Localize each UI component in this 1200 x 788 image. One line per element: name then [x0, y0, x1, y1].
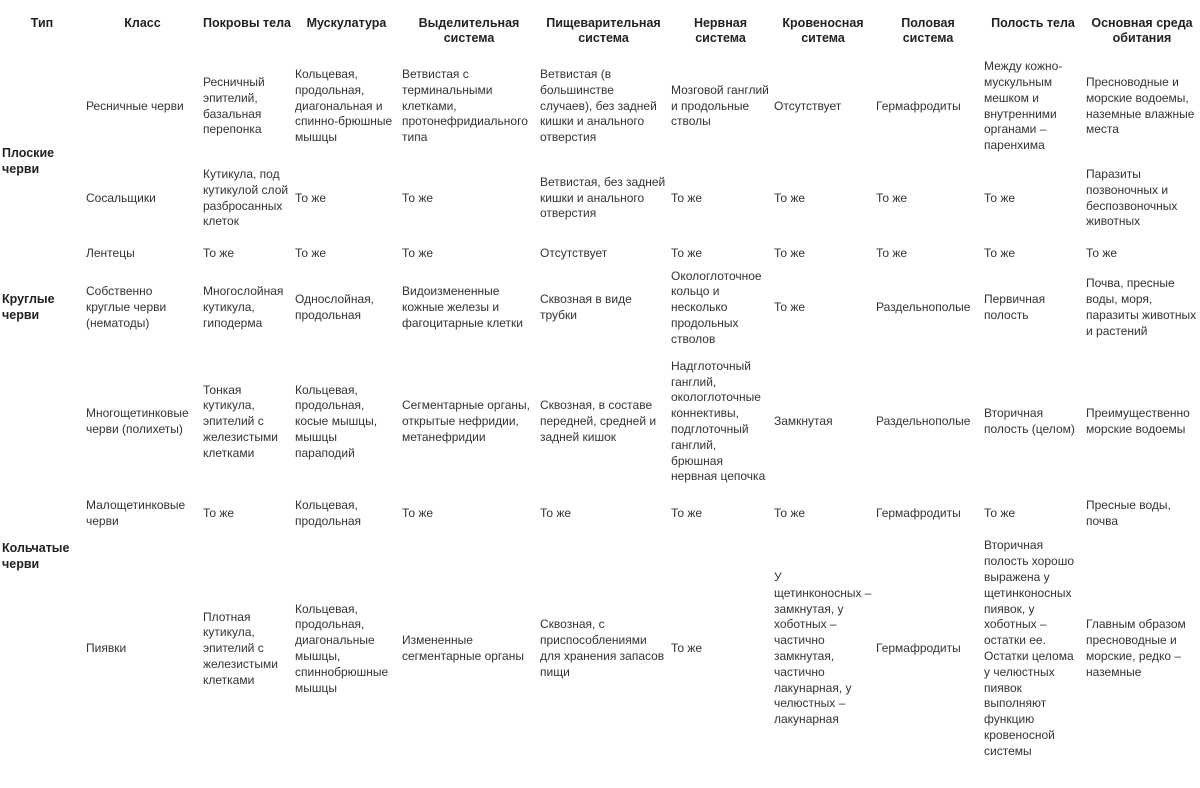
body-covering-cell: Многослойная кутикула, гиподерма	[203, 284, 284, 330]
header-excretory-system: Выделительная система	[418, 16, 520, 45]
musculature-cell: Однослойная, продольная	[295, 292, 375, 322]
reproductive-cell: Раздельнополые	[876, 414, 971, 429]
circulatory-cell: У щетинконосных – замкнутая, у хоботных – частично замкнутая, частично лакунарная, у челюстных – лакунарная	[774, 570, 872, 727]
excretory-cell: То же	[402, 506, 434, 521]
nervous-cell: То же	[671, 641, 703, 656]
table-row	[0, 157, 1200, 240]
class-cell: Многощетинковые черви (полихеты)	[86, 406, 189, 436]
body-cavity-cell: То же	[984, 190, 1016, 205]
habitat-cell: Паразиты позвоночных и беспозвоночных животных	[1086, 166, 1178, 229]
body-cavity-cell: Вторичная полость хорошо выражена у щетинконосных пиявок, у хоботных – остатки ее. Остатки целома у челюстных пиявок выполняют функцию кровеносной системы	[984, 538, 1074, 758]
body-cavity-cell: Между кожно-мускульным мешком и внутренними органами – паренхима	[984, 59, 1063, 153]
habitat-cell: Главным образом пресноводные и морские, редко – наземные	[1086, 617, 1186, 679]
type-cell-annelids: Кольчатые черви	[2, 541, 70, 571]
nervous-cell: То же	[671, 506, 703, 521]
class-cell: Лентецы	[86, 246, 135, 261]
body-covering-cell: Плотная кутикула, эпителий с железистыми клетками	[203, 609, 278, 687]
digestive-cell: Сквозная, с приспособлениями для хранения запасов пищи	[540, 617, 665, 679]
class-cell: Собственно круглые черви (нематоды)	[86, 284, 167, 330]
habitat-cell: Пресные воды, почва	[1086, 498, 1171, 528]
table-row	[0, 240, 1200, 268]
table-row	[0, 532, 1200, 766]
digestive-cell: Отсутствует	[540, 246, 608, 261]
nervous-cell: То же	[671, 246, 703, 261]
digestive-cell: Сквозная, в составе передней, средней и задней кишок	[540, 398, 657, 444]
digestive-cell: Ветвистая (в большинстве случаев), без задней кишки и анального отверстия	[540, 67, 657, 145]
body-cavity-cell: То же	[984, 506, 1016, 521]
body-cavity-cell: Вторичная полость (целом)	[984, 406, 1075, 436]
body-cavity-cell: То же	[984, 246, 1016, 261]
nervous-cell: Надглоточный ганглий, окологлоточные коннективы, подглоточный ганглий, брюшная нервная цепочка	[671, 358, 766, 484]
excretory-cell: Ветвистая с терминальными клетками, протонефридиального типа	[402, 67, 528, 145]
excretory-cell: То же	[402, 246, 434, 261]
circulatory-cell: То же	[774, 300, 806, 315]
reproductive-cell: Гермафродиты	[876, 506, 961, 521]
habitat-cell: Почва, пресные воды, моря, паразиты животных и растений	[1086, 276, 1197, 338]
musculature-cell: То же	[295, 246, 327, 261]
digestive-cell: Ветвистая, без задней кишки и анального отверстия	[540, 174, 666, 221]
reproductive-cell: Раздельнополые	[876, 300, 971, 315]
body-covering-cell: Тонкая кутикула, эпителий с железистыми клетками	[203, 382, 278, 460]
body-covering-cell: Ресничный эпителий, базальная перепонка	[203, 74, 265, 137]
class-cell: Малощетинковые черви	[86, 498, 186, 528]
header-habitat: Основная среда обитания	[1091, 16, 1193, 45]
circulatory-cell: Отсутствует	[774, 98, 842, 113]
digestive-cell: Сквозная в виде трубки	[540, 292, 632, 322]
header-nervous-system: Нервная система	[693, 16, 748, 45]
excretory-cell: Видоизмененные кожные железы и фагоцитарные клетки	[402, 284, 523, 330]
nervous-cell: То же	[671, 190, 703, 205]
habitat-cell: Преимущественно морские водоемы	[1086, 406, 1190, 436]
table-row	[0, 348, 1200, 496]
musculature-cell: То же	[295, 190, 327, 205]
musculature-cell: Кольцевая, продольная, косые мышцы, мышцы параподий	[295, 382, 378, 460]
reproductive-cell: То же	[876, 246, 908, 261]
circulatory-cell: То же	[774, 506, 806, 521]
excretory-cell: Измененные сегментарные органы	[402, 633, 524, 663]
header-circulatory-system: Кровеносная ситема	[782, 16, 864, 45]
circulatory-cell: Замкнутая	[774, 414, 833, 429]
excretory-cell: Сегментарные органы, открытые нефридии, метанефридии	[402, 398, 530, 444]
circulatory-cell: То же	[774, 246, 806, 261]
body-covering-cell: То же	[203, 246, 235, 261]
digestive-cell: То же	[540, 506, 572, 521]
musculature-cell: Кольцевая, продольная, диагональная и спинно-брюшные мышцы	[295, 67, 393, 145]
excretory-cell: То же	[402, 190, 434, 205]
header-body-cavity: Полость тела	[991, 16, 1075, 30]
musculature-cell: Кольцевая, продольная, диагональные мышцы, спиннобрюшные мышцы	[295, 601, 389, 695]
table-header-row	[0, 8, 1200, 56]
musculature-cell: Кольцевая, продольная	[295, 498, 362, 528]
class-cell: Ресничные черви	[86, 98, 184, 113]
reproductive-cell: Гермафродиты	[876, 98, 961, 113]
class-cell: Сосальщики	[86, 190, 156, 205]
header-musculature: Мускулатура	[306, 16, 387, 30]
table-row	[0, 56, 1200, 157]
table-row	[0, 268, 1200, 348]
body-covering-cell: То же	[203, 506, 235, 521]
worms-comparison-table	[0, 8, 1200, 766]
nervous-cell: Окологлоточное кольцо и несколько продольных стволов	[671, 268, 762, 346]
class-cell: Пиявки	[86, 641, 127, 656]
table-row	[0, 496, 1200, 532]
header-reproductive-system: Половая система	[901, 16, 955, 45]
reproductive-cell: Гермафродиты	[876, 641, 961, 656]
circulatory-cell: То же	[774, 190, 806, 205]
body-covering-cell: Кутикула, под кутикулой слой разбросанных клеток	[203, 166, 289, 229]
body-cavity-cell: Первичная полость	[984, 292, 1046, 322]
header-body-covering: Покровы тела	[203, 16, 291, 30]
header-digestive-system: Пищеварительная система	[546, 16, 661, 45]
header-type: Тип	[30, 16, 54, 30]
habitat-cell: Пресноводные и морские водоемы, наземные влажные места	[1086, 74, 1195, 137]
nervous-cell: Мозговой ганглий и продольные стволы	[671, 82, 769, 129]
habitat-cell: То же	[1086, 246, 1118, 261]
type-cell-roundworms: Круглые черви	[2, 292, 55, 322]
header-class: Класс	[124, 16, 161, 30]
type-cell-flatworms: Плоские черви	[2, 146, 55, 176]
reproductive-cell: То же	[876, 190, 908, 205]
